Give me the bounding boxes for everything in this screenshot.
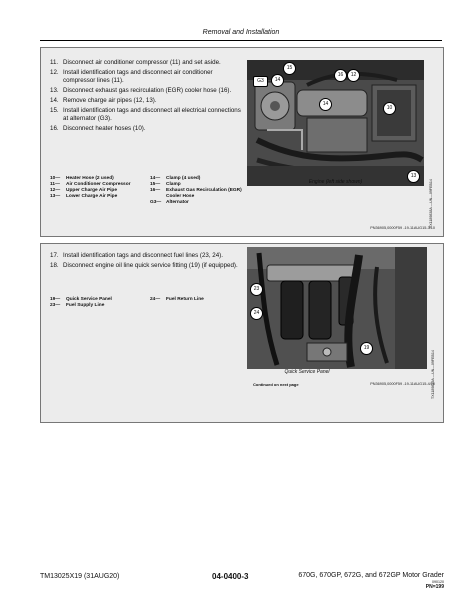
- continued-note: Continued on next page: [253, 382, 299, 387]
- steps-list-2: [50, 252, 246, 272]
- legend-item: 24— Fuel Return Line: [150, 297, 204, 302]
- figure-caption: Quick Service Panel: [284, 369, 330, 375]
- legend-item: 15— Clamp: [150, 181, 181, 187]
- figure-caption: Engine (left side shown): [308, 179, 363, 185]
- step-item: 13. Disconnect exhaust gas recirculation (EGR) cooler hose (16).: [50, 86, 232, 94]
- legend-item: 11— Air Conditioner Compressor: [50, 181, 131, 187]
- page-header-title: Removal and Installation: [202, 29, 280, 36]
- callout-label: G3: [253, 76, 268, 87]
- engine-left-side-figure: [247, 60, 424, 186]
- fuel-filter-illustration: [247, 247, 427, 369]
- callout-label: 14: [271, 74, 284, 87]
- figure-bottom-ref: PN36905,0000F59 -19-11AUG15-3/10: [370, 226, 435, 230]
- legend-item: 23— Fuel Supply Line: [50, 302, 105, 308]
- step-item: 14. Remove charge air pipes (12, 13).: [50, 96, 157, 104]
- legend-column-right: [150, 297, 245, 303]
- procedure-block-2: [40, 243, 444, 423]
- legend-item: 12— Upper Charge Air Pipe: [50, 187, 117, 193]
- callout-label: 23: [250, 283, 263, 296]
- step-item: 16. Disconnect heater hoses (10).: [50, 124, 146, 132]
- procedure-block-1: [40, 47, 444, 237]
- legend-item: 16— Exhaust Gas Recirculation (EGR) Cooler Hose: [150, 187, 242, 199]
- footer-manual-id: TM13025X19 (31AUG20): [40, 573, 120, 580]
- footer-pn: PN=199: [425, 584, 444, 590]
- legend-item: G3— Alternator: [150, 199, 189, 205]
- callout-label: 13: [407, 170, 420, 183]
- callout-label: 19: [360, 342, 373, 355]
- step-item: 17. Install identification tags and disconnect fuel lines (23, 24).: [50, 252, 223, 259]
- callout-label: 24: [250, 307, 263, 320]
- step-item: 18. Disconnect engine oil line quick service fitting (19) (if equipped).: [50, 262, 238, 270]
- figure-side-ref: TX1189838A —UN—09FEB14: [429, 179, 433, 228]
- figure-side-ref: TX1189839A —UN—09FEB14: [431, 350, 435, 399]
- step-item: 12. Install identification tags and disconnect air conditioner compressor lines (11).: [50, 69, 213, 84]
- quick-service-panel-figure: [247, 247, 427, 369]
- legend-2: [50, 297, 250, 315]
- callout-label: 10: [383, 102, 396, 115]
- legend-1: [50, 176, 250, 216]
- legend-item: 14— Clamp (4 used): [150, 176, 201, 181]
- callout-label: 16: [334, 69, 347, 82]
- legend-item: 10— Heater Hose (2 used): [50, 176, 114, 181]
- figure-bottom-ref: PN36905,0000F59 -19-11AUG15-4/10: [370, 382, 435, 386]
- legend-column-left: [50, 297, 145, 309]
- step-item: 11. Disconnect air conditioner compressor (11) and set aside.: [50, 59, 221, 66]
- footer-model-title: 670G, 670GP, 672G, and 672GP Motor Grader: [298, 572, 444, 579]
- callout-label: 12: [347, 69, 360, 82]
- legend-item: 13— Lower Charge Air Pipe: [50, 193, 118, 199]
- legend-column-left: [50, 176, 145, 200]
- step-item: 15. Install identification tags and disconnect all electrical connections at alternator (G3).: [50, 106, 241, 122]
- footer-date-code: 090120: [432, 580, 444, 584]
- callout-label: 14: [319, 98, 332, 111]
- legend-item: 19— Quick Service Panel: [50, 297, 112, 302]
- footer-page-number: 04-0400-3: [212, 572, 249, 581]
- steps-list-1: [50, 59, 246, 135]
- callout-label: 15: [283, 62, 296, 75]
- legend-column-right: [150, 176, 245, 206]
